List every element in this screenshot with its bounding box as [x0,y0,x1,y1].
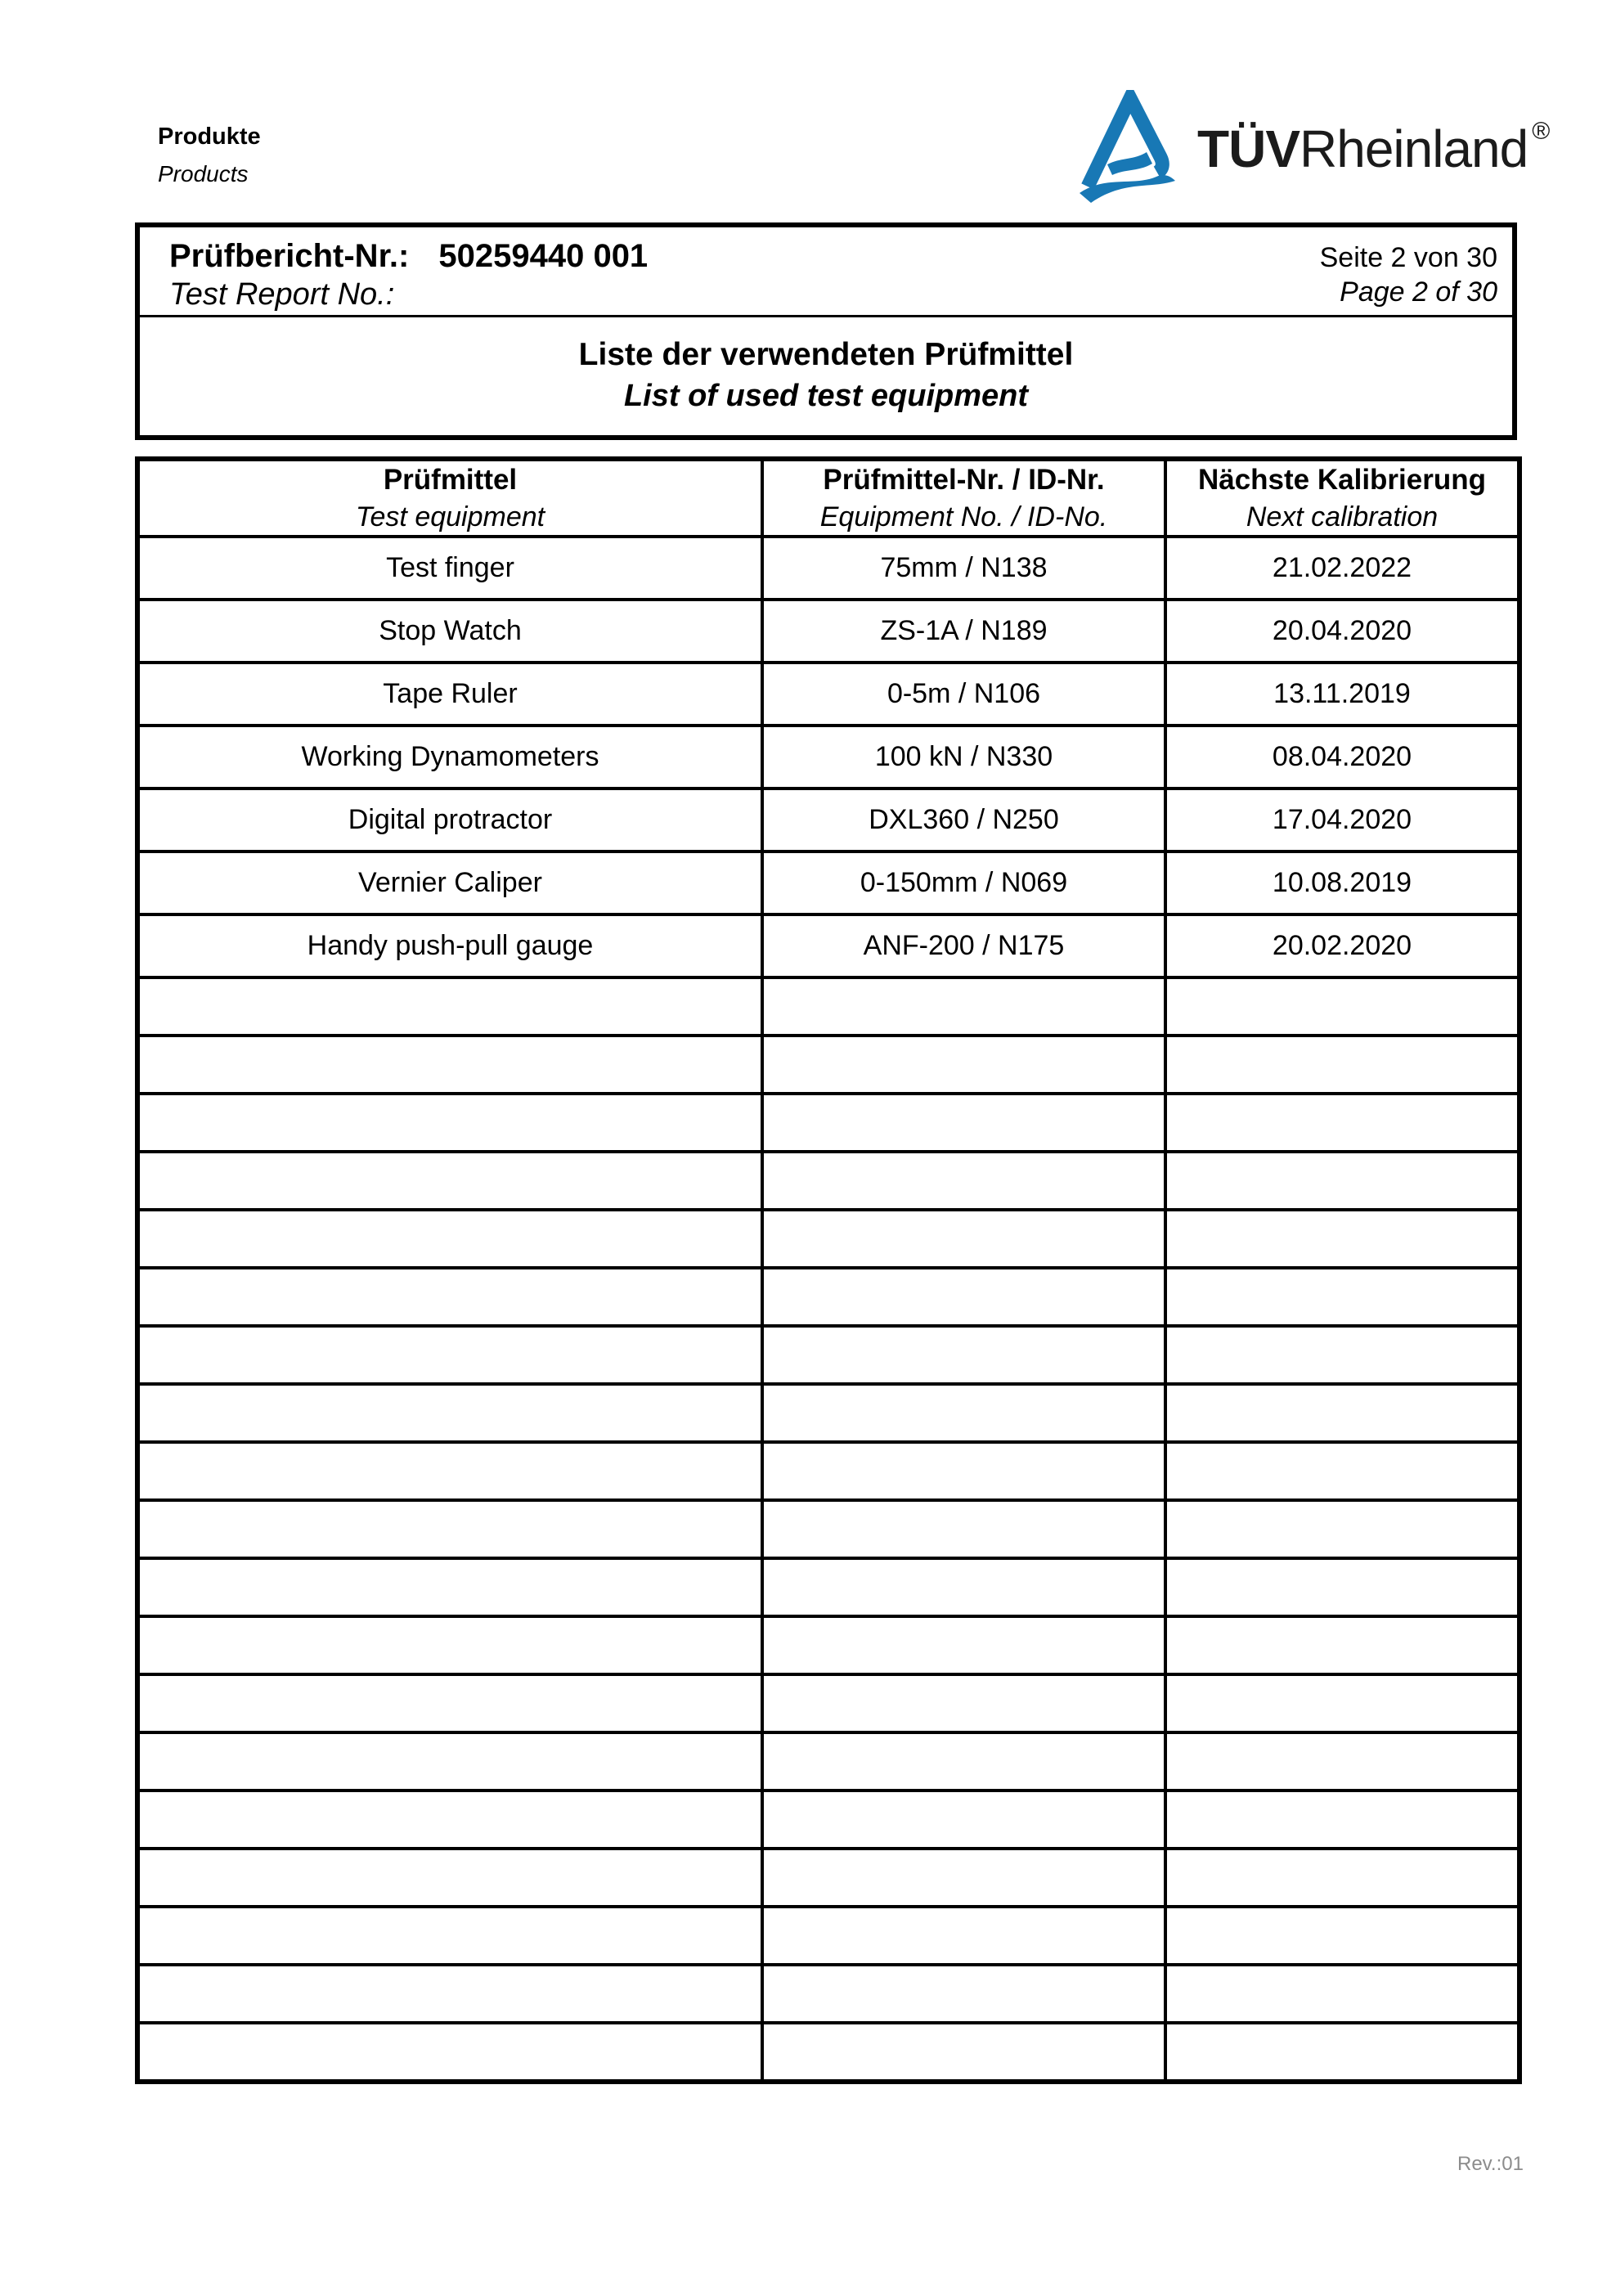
table-cell-empty [137,1036,762,1094]
table-cell-empty [762,2023,1165,2082]
table-cell-empty [762,1094,1165,1152]
table-cell-empty [1165,1152,1519,1210]
table-row-empty [137,2023,1519,2082]
document-title-en: List of used test equipment [623,378,1029,413]
table-row [137,600,1519,663]
table-cell: Stop Watch [137,600,762,663]
table-cell-empty [762,1152,1165,1210]
table-row [137,537,1519,600]
table-cell-empty [1165,2023,1519,2082]
table-row-empty [137,1907,1519,1965]
report-number-block [169,237,648,312]
table-cell-empty [762,1036,1165,1094]
report-number-line [169,237,648,275]
table-cell-empty [137,1616,762,1674]
column-header-equipment [137,459,762,537]
page-indicator-en: Page 2 of 30 [1340,276,1497,308]
table-cell-empty [137,1094,762,1152]
column-header-de: Prüfmittel-Nr. / ID-Nr. [823,463,1105,496]
table-cell-empty [137,1152,762,1210]
table-row-empty [137,1791,1519,1849]
table-row-empty [137,977,1519,1036]
table-row-empty [137,1152,1519,1210]
table-cell-empty [1165,1326,1519,1384]
logo-wordmark [1197,118,1550,178]
table-cell-empty [762,1732,1165,1791]
logo-tuv-text: TÜV [1197,119,1300,178]
equipment-table [135,456,1522,2084]
column-header-en: Equipment No. / ID-No. [819,501,1108,532]
table-cell-empty [762,1965,1165,2023]
table-row-empty [137,1268,1519,1326]
table-cell: 13.11.2019 [1165,663,1519,726]
document-title-de: Liste der verwendeten Prüfmittel [578,336,1074,372]
table-cell-empty [1165,1036,1519,1094]
revision-label: Rev.:01 [1457,2153,1524,2175]
table-cell-empty [1165,1732,1519,1791]
table-cell-empty [137,1849,762,1907]
table-cell: 17.04.2020 [1165,789,1519,851]
table-cell-empty [1165,1907,1519,1965]
table-cell: Working Dynamometers [137,726,762,789]
table-cell-empty [762,977,1165,1036]
table-cell-empty [762,1500,1165,1558]
table-cell-empty [1165,1791,1519,1849]
page-indicator [1320,237,1497,309]
table-cell-empty [762,1849,1165,1907]
table-row-empty [137,1965,1519,2023]
table-row-empty [137,1500,1519,1558]
report-number-label-en: Test Report No.: [169,277,395,312]
table-cell-empty [762,1791,1165,1849]
table-cell-empty [1165,1210,1519,1268]
table-cell: ZS-1A / N189 [762,600,1165,663]
table-cell: 0-5m / N106 [762,663,1165,726]
table-cell: 10.08.2019 [1165,851,1519,914]
table-cell-empty [1165,1674,1519,1732]
table-cell-empty [137,1442,762,1500]
brand-block [158,123,261,188]
table-cell-empty [762,1210,1165,1268]
table-cell: Test finger [137,537,762,600]
table-row [137,726,1519,789]
table-cell-empty [762,1326,1165,1384]
table-row-empty [137,1674,1519,1732]
column-header-de: Nächste Kalibrierung [1197,463,1487,496]
table-cell-empty [137,2023,762,2082]
brand-label-en: Products [158,161,249,186]
report-number-value: 50259440 001 [438,238,649,274]
table-cell-empty [137,1907,762,1965]
column-header-en: Next calibration [1246,501,1439,532]
table-cell: 08.04.2020 [1165,726,1519,789]
brand-label-de: Produkte [158,124,261,150]
table-cell-empty [1165,1558,1519,1616]
table-cell-empty [137,1558,762,1616]
table-cell-empty [137,1965,762,2023]
table-header-row [137,459,1519,537]
table-cell-empty [762,1674,1165,1732]
table-row-empty [137,1036,1519,1094]
table-cell-empty [137,977,762,1036]
table-cell-empty [137,1732,762,1791]
table-row-empty [137,1849,1519,1907]
table-cell-empty [1165,1442,1519,1500]
table-cell: DXL360 / N250 [762,789,1165,851]
table-cell: Handy push-pull gauge [137,914,762,977]
table-cell: 21.02.2022 [1165,537,1519,600]
table-row [137,851,1519,914]
table-row-empty [137,1442,1519,1500]
table-cell: Vernier Caliper [137,851,762,914]
table-row-empty [137,1732,1519,1791]
table-cell-empty [1165,1965,1519,2023]
table-cell-empty [762,1384,1165,1442]
table-cell-empty [1165,977,1519,1036]
registered-trademark-symbol: ® [1532,118,1550,145]
page-indicator-de: Seite 2 von 30 [1319,242,1497,273]
column-header-next-calibration [1165,459,1519,537]
table-cell-empty [1165,1094,1519,1152]
tuv-triangle-icon [1076,90,1184,204]
report-header-box [135,222,1517,440]
table-cell: 20.02.2020 [1165,914,1519,977]
table-row-empty [137,1094,1519,1152]
table-cell: 75mm / N138 [762,537,1165,600]
document-title-block [140,317,1512,433]
tuv-rheinland-logo [1076,90,1549,204]
table-cell: Digital protractor [137,789,762,851]
table-cell-empty [137,1791,762,1849]
table-cell-empty [1165,1849,1519,1907]
table-row-empty [137,1558,1519,1616]
table-cell-empty [137,1384,762,1442]
table-cell: 0-150mm / N069 [762,851,1165,914]
table-cell-empty [137,1674,762,1732]
table-row-empty [137,1210,1519,1268]
table-cell-empty [762,1268,1165,1326]
table-cell-empty [762,1616,1165,1674]
column-header-equipment-no [762,459,1165,537]
table-row-empty [137,1326,1519,1384]
equipment-table-body [137,537,1519,2082]
logo-rheinland-text: Rheinland [1300,119,1528,178]
column-header-en: Test equipment [355,501,545,532]
table-cell-empty [137,1268,762,1326]
report-number-row [140,227,1512,317]
table-cell: 20.04.2020 [1165,600,1519,663]
table-cell-empty [1165,1384,1519,1442]
table-cell-empty [762,1442,1165,1500]
column-header-de: Prüfmittel [383,463,518,496]
table-cell-empty [1165,1500,1519,1558]
table-cell: ANF-200 / N175 [762,914,1165,977]
table-cell: 100 kN / N330 [762,726,1165,789]
table-cell-empty [762,1558,1165,1616]
table-row [137,789,1519,851]
report-number-label-de: Prüfbericht-Nr.: [169,238,410,274]
table-row [137,914,1519,977]
table-cell-empty [137,1326,762,1384]
table-cell-empty [137,1500,762,1558]
table-row [137,663,1519,726]
table-cell: Tape Ruler [137,663,762,726]
table-cell-empty [137,1210,762,1268]
table-cell-empty [1165,1616,1519,1674]
table-row-empty [137,1384,1519,1442]
table-row-empty [137,1616,1519,1674]
table-cell-empty [1165,1268,1519,1326]
table-cell-empty [762,1907,1165,1965]
